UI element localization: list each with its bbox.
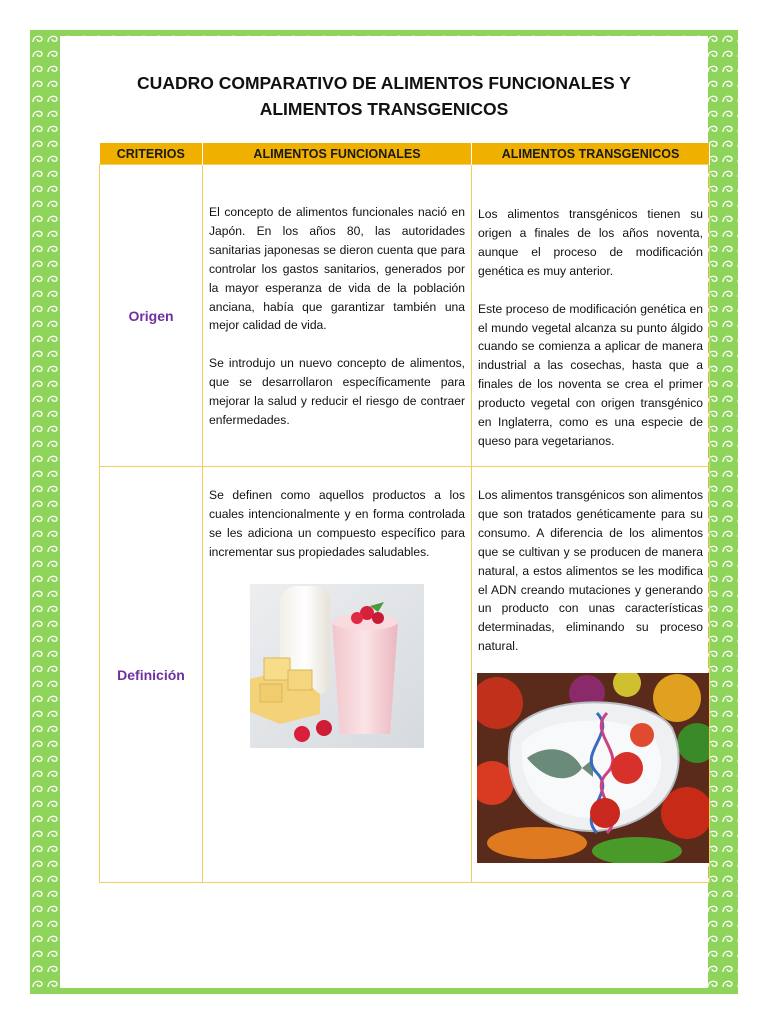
title-line-2: ALIMENTOS TRANSGENICOS [259, 99, 509, 119]
paragraph: Este proceso de modificación genética en el mundo vegetal alcanza su punto álgido cuando se comienza a aplicar de manera industrial a las cosechas, hasta que a finales de los noventa se crea el primer producto vegetal con origen transgénico en Inglaterra, como es una especie de queso para vegetarianos. [478, 301, 703, 448]
table-row [100, 165, 710, 467]
table-header-row [100, 143, 710, 165]
table-row [100, 467, 710, 883]
criterion-origen: Origen [100, 165, 203, 467]
comparison-table [99, 143, 710, 883]
cell-origen-transgenicos [472, 165, 710, 467]
header-criterios: CRITERIOS [100, 143, 203, 165]
cell-origen-funcionales [203, 165, 472, 467]
paragraph: Se introdujo un nuevo concepto de alimentos, que se desarrollaron específicamente para mejorar la salud y reducir el riesgo de contraer enfermedades. [209, 356, 465, 428]
criterion-definicion: Definición [100, 467, 203, 883]
paragraph: Los alimentos transgénicos son alimentos que son tratados genéticamente para su consumo. A diferencia de los alimentos que se cultivan y se producen de manera natural, a estos alimentos se les modifica el ADN creando mutaciones y generando un producto con unas características determinadas, eliminando su proceso natural. [478, 488, 703, 654]
header-funcionales: ALIMENTOS FUNCIONALES [203, 143, 472, 165]
header-transgenicos: ALIMENTOS TRANSGENICOS [472, 143, 710, 165]
vegetables-dna-photo [477, 673, 709, 863]
yogurt-cheese-photo [250, 584, 424, 748]
document-title [60, 70, 708, 122]
paragraph: Los alimentos transgénicos tienen su origen a finales de los años noventa, aunque el proceso de modificación genética es muy anterior. [478, 207, 703, 278]
paragraph: El concepto de alimentos funcionales nació en Japón. En los años 80, las autoridades sanitarias japonesas se dieron cuenta que para controlar los gastos sanitarios, generados por la mayor esperanza de vida de la población anciana, había que garantizar también una mejor calidad de vida. [209, 205, 465, 333]
cell-definicion-transgenicos [472, 467, 710, 883]
cell-definicion-funcionales [203, 467, 472, 883]
title-line-1: CUADRO COMPARATIVO DE ALIMENTOS FUNCIONALES Y [137, 73, 631, 93]
paragraph: Se definen como aquellos productos a los cuales intencionalmente y en forma controlada se les adiciona un compuesto específico para incrementar sus propiedades saludables. [209, 488, 465, 559]
